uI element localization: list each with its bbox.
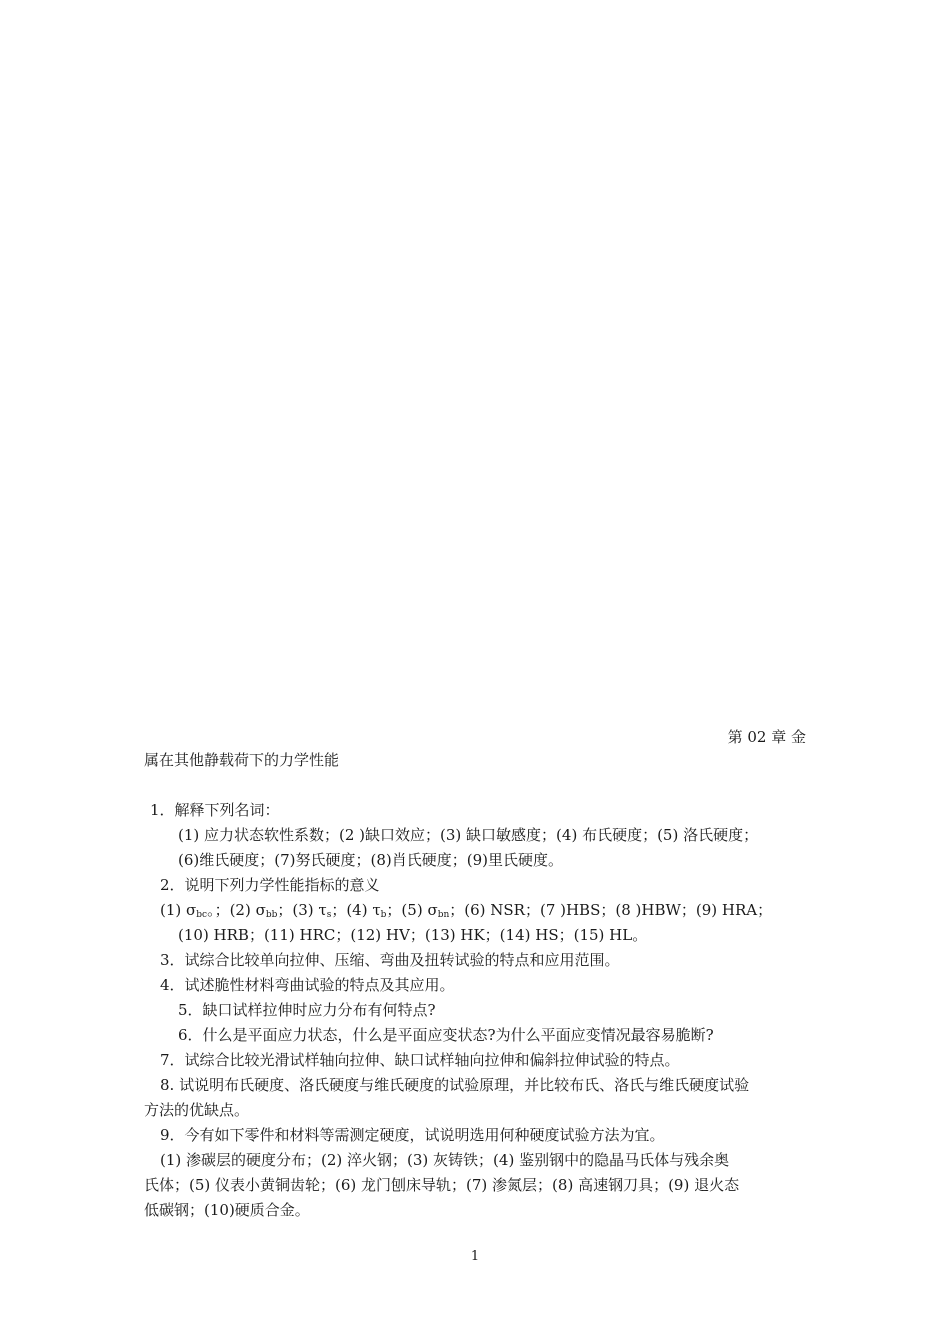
q6: 6．什么是平面应力状态，什么是平面应变状态?为什么平面应变情况最容易脆断? (178, 1026, 714, 1044)
q3: 3．试综合比较单向拉伸、压缩、弯曲及扭转试验的特点和应用范围。 (160, 951, 620, 969)
q9-items-line2: 氏体；(5) 仪表小黄铜齿轮；(6) 龙门刨床导轨；(7) 渗氮层；(8) 高速钢刀具；(9) 退火态 (144, 1176, 740, 1194)
q1-heading: 1．解释下列名词： (150, 801, 280, 819)
q1-terms-line2: (6)维氏硬度；(7)努氏硬度；(8)肖氏硬度；(9)里氏硬度。 (178, 851, 563, 869)
q1-terms-line1: (1) 应力状态软性系数；(2 )缺口效应；(3) 缺口敏感度；(4) 布氏硬度；(5) 洛氏硬度； (178, 826, 759, 844)
q8-line2: 方法的优缺点。 (144, 1101, 250, 1119)
q8-line1: 8. 试说明布氏硬度、洛氏硬度与维氏硬度的试验原理，并比较布氏、洛氏与维氏硬度试验 (160, 1076, 750, 1094)
q7: 7．试综合比较光滑试样轴向拉伸、缺口试样轴向拉伸和偏斜拉伸试验的特点。 (160, 1051, 680, 1069)
page-number: 1 (470, 1249, 480, 1264)
q5: 5．缺口试样拉伸时应力分布有何特点? (178, 1001, 436, 1019)
q2-heading: 2．说明下列力学性能指标的意义 (160, 876, 380, 894)
q9-items-line1: (1) 渗碳层的硬度分布；(2) 淬火钢；(3) 灰铸铁；(4) 鉴别钢中的隐晶马氏体与残余奥 (160, 1151, 730, 1169)
q2-indices-line2: (10) HRB；(11) HRC；(12) HV；(13) HK；(14) HS；(15) HL。 (178, 926, 648, 944)
q4: 4．试述脆性材料弯曲试验的特点及其应用。 (160, 976, 455, 994)
q9-items-line3: 低碳钢；(10)硬质合金。 (144, 1201, 310, 1219)
q9-heading: 9．今有如下零件和材料等需测定硬度，试说明选用何种硬度试验方法为宜。 (160, 1126, 665, 1144)
chapter-title-part2: 属在其他静载荷下的力学性能 (144, 751, 340, 769)
chapter-title-part1: 第 02 章 金 (727, 728, 806, 746)
q2-indices-line1: (1) $\sigma_{bc}$。；(2) $\sigma_{bb}$；(3) $\tau_s$；(4) $\tau_b$；(5) $\sigma_{bn}$；(6) NSR；(7 )HBS；(8 )HBW；(9) HRA； (160, 901, 773, 920)
